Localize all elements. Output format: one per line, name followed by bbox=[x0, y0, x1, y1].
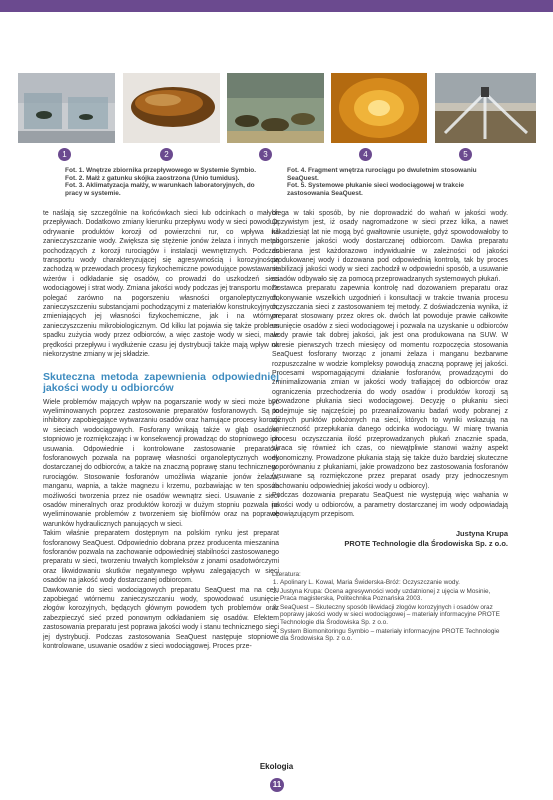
top-color-bar bbox=[0, 0, 553, 12]
left-paragraph-2: Wiele problemów mających wpływ na pogarszanie wody w sieci może być wyeliminowanych poprzez zastosowanie preparatów fosforanowych. Są to inhibitory zapobiegające wytwarzaniu osadów oraz hamujące procesy korozji w sieciach wodociągowych. Fosforany wnikają także w głąb osadów, stopniowo je rozmiękczając i w konsekwencji prowadząc do stopniowego ich usuwania. Odpowiednie i kontrolowane zastosowanie preparatów fosforanowych pozwala na poprawę własności organoleptycznych wody dostarczanej do odbiorców, a także na znaczną poprawę stanu technicznego rurociągów. Stosowanie fosforanów umożliwia wiązanie jonów żelaza, manganu, wapnia, a także magnezu i krzemu, pozbawiając w ten sposób możliwości tworzenia przez nie osadów wewnątrz sieci. Usuwanie z sieci osadów mineralnych oraz produktów korozji w dużym stopniu pozwala na wyeliminowanie problemów z tworzeniem się biofilmów oraz na poprawę warunków hydraulicznych panujących w sieci. bbox=[43, 398, 279, 528]
photo-strip bbox=[18, 73, 536, 143]
footer-section-title: Ekologia bbox=[259, 762, 294, 771]
captions-right bbox=[287, 167, 497, 197]
caption-2: Fot. 2. Małż z gatunku skójka zaostrzona (Unio tumidus). bbox=[65, 174, 240, 182]
caption-1: Fot. 1. Wnętrze zbiornika przepływowego w Systemie Symbio. bbox=[65, 167, 257, 174]
literature-item: 3. SeaQuest – Skuteczny sposób likwidacji złogów korozyjnych i osadów oraz poprawy jakości wody w sieci wodociągowej – materiały informacyjne PROTE Technologie dla Środowiska Sp. z o.o. bbox=[280, 604, 508, 627]
literature-section bbox=[272, 571, 508, 642]
photo-number-4: 4 bbox=[359, 148, 372, 161]
photo-network-flushing bbox=[435, 73, 536, 143]
right-paragraph-3: Podczas dozowania preparatu SeaQuest nie występują więc wahania w jakości wody u odbiorców, a parametry dostarczanej im wody odpowiadają obowiązującym przepisom. bbox=[272, 492, 508, 518]
photo-flow-tank bbox=[18, 73, 115, 143]
left-paragraph-3: Takim właśnie preparatem dostępnym na polskim rynku jest preparat fosforanowy SeaQuest. Odpowiednio dobrana przez producenta mieszanina fosforanów pozwala na zachowanie odpowiedniej stabilności zastosowanego preparatu w sieci, tworzeniu trwałych kompleksów z jonami osadotwórczymi oraz likwidowaniu skutków negatywnego wpływu zalegających w sieci osadów na jakość wody dostarczanej odbiorcom. bbox=[43, 530, 279, 585]
photo-acclimatization bbox=[227, 73, 324, 143]
left-paragraph-4: Dawkowanie do sieci wodociągowych preparatu SeaQuest ma na celu zapobiegać wtórnemu zanieczyszczaniu wody, spowodować usunięcie złogów korozyjnych, będących głównym powodem tych problemów oraz zabezpieczyć sieć przed ponownym odkładaniem się osadów. Efektem zastosowania preparatu jest poprawa jakości wody i stanu technicznego sieci jej dystrybucji. Podczas zastosowania SeaQuest następuje stopniowe kontrolowane, usuwanie osadów z sieci wodociągowej. Proces prze- bbox=[43, 586, 279, 651]
literature-item: 2. Justyna Krupa: Ocena agresywności wody uzdatnionej z ujęcia w Mosinie, Praca magisterska, Politechnika Poznańska 2003. bbox=[280, 588, 508, 603]
author-company: PROTE Technologie dla Środowiska Sp. z o.o. bbox=[344, 539, 508, 549]
photo-mussel bbox=[123, 73, 220, 143]
literature-list bbox=[272, 579, 508, 643]
left-paragraph-1: te naślają się szczególnie na końcówkach sieci lub odcinkach o małych przepływach. Dodatkowo zmiany kierunku przepływu wody w sieci powodują odrywanie produktów korozji od powierzchni rur, co wpływa na zanieczyszczanie wody. Zwiększa się stężenie jonów żelaza i innych metali pochodzących z korozji rurociągów i instalacji wewnętrznych. Podczas transportu wody charakteryzującej się agresywnością i korozyjnością zachodzą w przewodach procesy fizykochemiczne powodujące powstawanie wżerów i odkładanie się osadów, co prowadzi do uszkodzeń sieci wodociągowej i strat wody. Zmiana jakości wody podczas jej transportu może polegać zarówno na pogorszeniu własności organoleptycznych, zanieczyszczeniu substancjami pochodzącymi z materiałów konstrukcyjnych, zmieniających jej własności fizykochemiczne, jak i na wtórnym zanieczyszczeniu mikrobiologicznym. Od kilku lat pojawia się także problem spadku zużycia wody przez odbiorców, a więc zastoje wody w sieci, małe prędkości przepływu i wydłużenie czasu jej dystrybucji także mają wpływ na niekorzystne zmiany w jej składzie. bbox=[43, 210, 279, 359]
photo-number-2: 2 bbox=[160, 148, 173, 161]
caption-5: Fot. 5. Systemowe płukanie sieci wodociągowej w trakcie zastosowania SeaQuest. bbox=[287, 182, 465, 197]
photo-number-3: 3 bbox=[259, 148, 272, 161]
right-column bbox=[272, 209, 508, 644]
photo-captions bbox=[65, 167, 505, 207]
right-paragraph-2: Dostawca preparatu zapewnia kontrolę nad dozowaniem preparatu oraz dokonywanie wszelkich uzgodnień i konsultacji w trakcie trwania procesu oczyszczania sieci z zastosowaniem tej metody. Z doświadczenia wynika, iż preparat stosowany przez okres ok. dwóch lat powoduje prawie całkowite usunięcie osadów z sieci wodociągowej i pozwala na uzyskanie u odbiorców wody prawie tak dobrej jakości, jak jest ona produkowana na SUW. W okresie pierwszych trzech miesięcy od momentu rozpoczęcia stosowania SeaQuest fosforany tworząc z jonami żelaza i manganu bezbarwne rozpuszczalne w wodzie kompleksy powodują znaczną poprawę jej jakości. Procesami wspomagającymi działanie fosforanów, prowadzącymi do zminimalizowania zmian w jakości wody trafiającej do odbiorców oraz ograniczenia przechodzenia do wody osadów i produktów korozji są prowadzone płukania sieci wodociągowej. Decyzję o płukaniu sieci podejmuje się najczęściej po przeanalizowaniu badań wody pobranej z różnych punktów położonych na sieci, których to wyniki wskazują na konieczność przepłukania danego odcinka wodociągu. W miarę trwania procesu oczyszczania ilość przeprowadzanych płukań znacznie spada, skraca się również ich czas, co niewątpliwie stanowi ważny aspekt ekonomiczny. Prowadzone płukania stają się także dużo bardziej skuteczne w porównaniu z płukaniami, jakie prowadzono bez zastosowania fosforanów (usuwane są rozmiękczone przez preparat osady przy jednoczesnym zachowaniu odpowiedniej jakości wody u odbiorcy). bbox=[272, 285, 508, 490]
caption-4: Fot. 4. Fragment wnętrza rurociągu po dwuletnim stosowaniu SeaQuest. bbox=[287, 167, 477, 182]
literature-item: 4. System Biomonitoringu Symbio – materiały informacyjne PROTE Technologie dla Środowiska Sp. z o.o. bbox=[280, 628, 508, 643]
literature-title: Literatura: bbox=[272, 571, 301, 579]
section-heading: Skuteczna metoda zapewnienia odpowiedniej jakości wody u odbiorców bbox=[43, 370, 279, 394]
captions-left bbox=[65, 167, 265, 197]
caption-3: Fot. 3. Aklimatyzacja małży, w warunkach laboratoryjnych, do pracy w systemie. bbox=[65, 182, 255, 197]
right-paragraph-1: biega w taki sposób, by nie doprowadzić do wahań w jakości wody. Oczywistym jest, iż osady nagromadzone w sieci przez kilka, a nawet kilkadziesiąt lat nie mogą być gwałtownie usunięte, gdyż spowodowałoby to pogorszenie jakości wody dostarczanej odbiorcom. Dawka preparatu dobierana jest każdorazowo indywidualnie w zależności od jakości produkowanej wody i dozowana pod odpowiednią kontrolą, tak by proces stabilizacji jakości wody w sieci zachodził w odpowiedni sposób, a usuwanie osadów odbywało się za pomocą przeprowadzanych systemowych płukań. bbox=[272, 210, 508, 283]
photo-number-1: 1 bbox=[58, 148, 71, 161]
page-number: 11 bbox=[270, 778, 284, 792]
photo-number-5: 5 bbox=[459, 148, 472, 161]
author-name: Justyna Krupa bbox=[455, 529, 508, 539]
literature-item: 1. Apolinary L. Kowal, Maria Świderska-Bróż: Oczyszczanie wody. bbox=[280, 579, 508, 587]
photo-pipe-interior bbox=[331, 73, 427, 143]
left-column bbox=[43, 209, 279, 651]
